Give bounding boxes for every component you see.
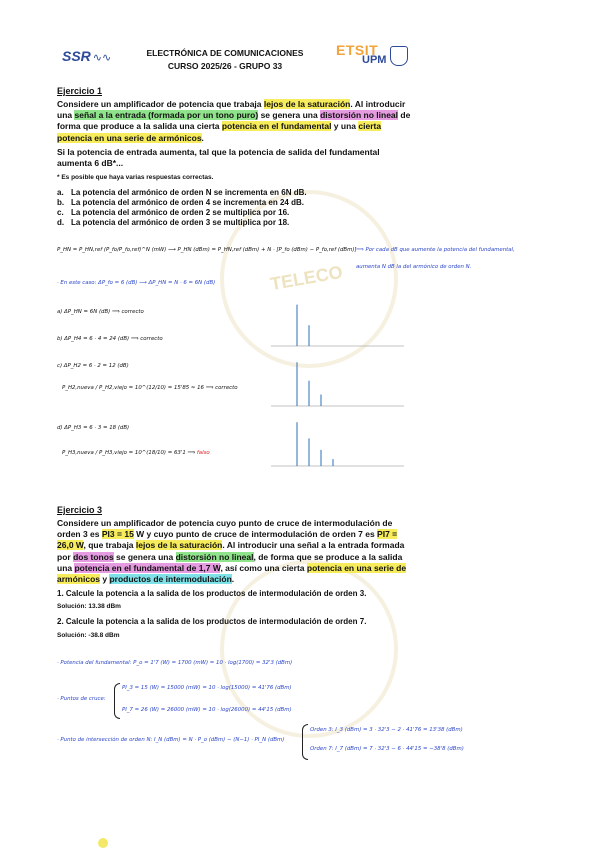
exercise-3-statement: Considere un amplificador de potencia cuyo punto de cruce de intermodulación de orden 3 es PI3 = 15 W y cuyo punto de cruce de intermodulación de orden 7 es PI7 = 26,0 W, que trabaja lejos de la saturación. Al introducir una señal a la entrada formada por dos tonos se genera una distorsión no lineal, de forma que se produce a la salida una potencia en el fundamental de 1,7 W, así como una cierta potencia en una serie de armónicos y productos de intermodulación. <box>57 518 407 585</box>
hw3-pi7: PI_7 = 26 (W) = 26000 (mW) = 10 · log(26000) = 44'15 (dBm) <box>122 707 292 713</box>
hw3-fundamental: · Potencia del fundamental: P_o = 1'7 (W) = 1700 (mW) = 10 · log(1700) = 32'3 (dBm) <box>57 660 293 666</box>
hw-answer-c2: P_H2,nueva / P_H2,viejo = 10^(12/10) = 15'85 ≈ 16 ⟹ correcto <box>62 385 238 391</box>
hw-case: · En este caso: ΔP_fo = 6 (dB) ⟶ ΔP_HN = N · 6 = 6N (dB) <box>57 280 216 286</box>
course-title: ELECTRÓNICA DE COMUNICACIONES <box>146 48 304 58</box>
watermark-text: TELECO <box>268 261 345 295</box>
hw3-order3: Orden 3: I_3 (dBm) = 3 · 32'3 − 2 · 41'76 = 13'38 (dBm) <box>310 727 463 733</box>
exercise-3-q1: 1. Calcule la potencia a la salida de los productos de intermodulación de orden 3. <box>57 589 367 598</box>
wave-icon: ∿∿ <box>92 52 112 64</box>
hw-formula-1: P_HN = P_HN,ref (P_fo/P_fo,ref)^N (mW) ⟶ P_HN (dBm) = P_HN,ref (dBm) + N · [P_fo (dBm) − P_fo,ref (dBm)] <box>57 247 357 253</box>
hw-answer-c1: c) ΔP_H2 = 6 · 2 = 12 (dB) <box>57 363 129 369</box>
exercise-1-question: Si la potencia de entrada aumenta, tal que la potencia de salida del fundamental aumenta 6 dB*... <box>57 147 380 169</box>
hw-answer-b: b) ΔP_H4 = 6 · 4 = 24 (dB) ⟹ correcto <box>57 336 163 342</box>
hw3-pi3: PI_3 = 15 (W) = 15000 (mW) = 10 · log(15000) = 41'76 (dBm) <box>122 685 292 691</box>
option-d: d. La potencia del armónico de orden 3 se multiplica por 18. <box>57 218 290 227</box>
ssr-logo: SSR ∿∿ <box>62 48 112 64</box>
option-c: c. La potencia del armónico de orden 2 se multiplica por 16. <box>57 208 290 217</box>
hw-note-1: ⟹ Por cada dB que aumente la potencia del fundamental, <box>356 247 515 253</box>
upm-crest-icon <box>390 46 408 66</box>
course-subtitle: CURSO 2025/26 - GRUPO 33 <box>167 61 283 71</box>
option-a: a. La potencia del armónico de orden N se incrementa en 6N dB. <box>57 188 307 197</box>
brace-icon <box>114 683 120 719</box>
exercise-3-q2: 2. Calcule la potencia a la salida de los productos de intermodulación de orden 7. <box>57 617 367 626</box>
exercise-1-title: Ejercicio 1 <box>57 86 103 96</box>
exercise-3-s1: Solución: 13.38 dBm <box>57 603 121 610</box>
hw3-crossing-label: · Puntos de cruce: <box>57 696 106 702</box>
exercise-3-s2: Solución: -38.8 dBm <box>57 632 120 639</box>
hw-answer-d-false: falso <box>196 450 210 456</box>
etsit-upm-logo: ETSIT UPM <box>336 40 408 70</box>
hw3-order7: Orden 7: I_7 (dBm) = 7 · 32'3 − 6 · 44'15 = −38'8 (dBm) <box>310 746 464 752</box>
hw-answer-d1: d) ΔP_H3 = 6 · 3 = 18 (dB) <box>57 425 130 431</box>
highlighter-mark <box>98 838 108 848</box>
exercise-3-title: Ejercicio 3 <box>57 505 103 515</box>
hw-note-2: aumenta N dB la del armónico de orden N. <box>356 264 472 270</box>
exercise-1-statement: Considere un amplificador de potencia que trabaja lejos de la saturación. Al introducir una señal a la entrada (formada por un tono puro) se genera una distorsión no lineal de forma que produce a la salida una cierta potencia en el fundamental y una cierta potencia en una serie de armónicos. <box>57 99 411 143</box>
hw-answer-a: a) ΔP_HN = 6N (dB) ⟹ correcto <box>57 309 144 315</box>
spectrum-figure <box>265 292 410 467</box>
option-b: b. La potencia del armónico de orden 4 se incrementa en 24 dB. <box>57 198 304 207</box>
exercise-1-note: * Es posible que haya varias respuestas correctas. <box>57 174 214 181</box>
hw-answer-d2: P_H3,nueva / P_H3,viejo = 10^(18/10) = 63'1 ⟹ falso <box>62 450 210 456</box>
brace-icon-2 <box>302 724 308 760</box>
hw3-intersection: · Punto de intersección de orden N: I_N (dBm) = N · P_o (dBm) − (N−1) · PI_N (dBm) <box>57 737 285 743</box>
